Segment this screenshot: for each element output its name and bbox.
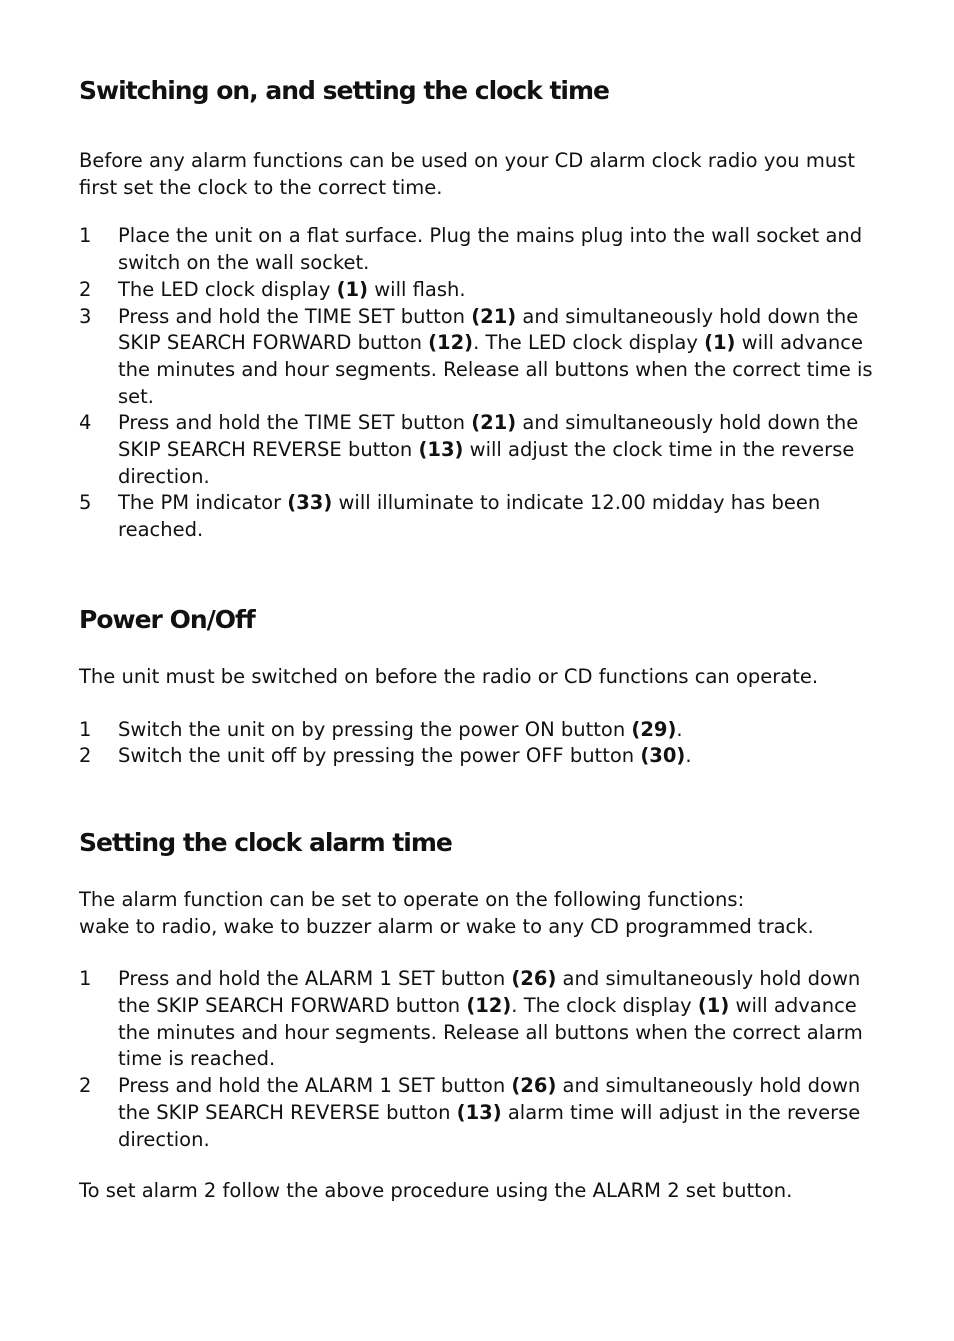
reference-number: (1) [336,277,368,301]
list-item [79,743,879,770]
section-title-power: Power On/Off [79,604,255,634]
list-item [79,410,879,490]
step-number: 2 [79,744,92,768]
step-text: will advance the minutes and hour segments. Release all buttons when the correct time is set. [118,331,873,408]
section-intro: Before any alarm functions can be used on your CD alarm clock radio you must first set the clock to the correct time. [79,149,856,199]
section-title-alarm-time: Setting the clock alarm time [79,827,452,857]
step-number: 2 [79,1074,92,1098]
list-item [79,966,879,1073]
list-item [79,304,879,411]
step-text: will illuminate to indicate 12.00 midday has been reached. [118,491,821,542]
step-text: will adjust the clock time in the reverse direction. [118,438,855,488]
reference-number: (33) [287,491,333,515]
step-text: and simultaneously hold down the SKIP SEARCH FORWARD button [118,967,861,1018]
step-text: . [685,744,692,768]
step-number: 3 [79,304,92,328]
step-text: and simultaneously hold down the SKIP SEARCH REVERSE button [118,1074,861,1124]
list-item [79,1073,879,1153]
step-text: . The LED clock display [473,331,705,355]
step-text: . The clock display [511,994,698,1018]
section-intro: The unit must be switched on before the radio or CD functions can operate. [79,664,819,688]
reference-number: (29) [631,717,677,741]
reference-number: (13) [418,438,464,462]
step-number: 2 [79,277,92,301]
step-text: Switch the unit off by pressing the power OFF button [118,744,641,768]
step-number: 1 [79,717,92,741]
manual-page [79,0,879,1205]
step-text: The LED clock display [118,277,337,301]
list-item [79,277,879,304]
reference-number: (30) [640,744,686,768]
step-text: . [676,717,683,741]
step-text: Press and hold the TIME SET button [118,304,472,328]
step-number: 5 [79,491,92,515]
step-text: Press and hold the ALARM 1 SET button [118,967,512,991]
intro-line: The alarm function can be set to operate on the following functions: [79,887,745,911]
reference-number: (12) [428,331,474,355]
step-text: Press and hold the ALARM 1 SET button [118,1074,512,1098]
step-text: will advance the minutes and hour segments. Release all buttons when the correct alarm time is reached. [118,994,863,1071]
reference-number: (13) [456,1100,502,1124]
section-outro: To set alarm 2 follow the above procedure using the ALARM 2 set button. [79,1179,793,1203]
step-text: Place the unit on a flat surface. Plug the mains plug into the wall socket and switch on the wall socket. [118,224,863,275]
step-text: Switch the unit on by pressing the power ON button [118,717,632,741]
list-item [79,490,879,543]
step-text: will flash. [368,277,466,301]
steps-list [79,717,879,770]
step-number: 1 [79,224,92,248]
steps-list [79,966,879,1153]
list-item [79,717,879,744]
reference-number: (26) [511,1074,557,1098]
steps-list [79,223,879,543]
reference-number: (1) [697,994,730,1018]
reference-number: (26) [511,967,557,991]
intro-line: wake to radio, wake to buzzer alarm or wake to any CD programmed track. [79,914,814,938]
section-intro [79,887,879,940]
reference-number: (21) [471,411,517,435]
section-title-clock-time: Switching on, and setting the clock time [79,76,609,105]
step-text: and simultaneously hold down the SKIP SEARCH FORWARD button [118,304,859,355]
list-item [79,223,879,276]
step-number: 1 [79,967,92,991]
step-number: 4 [79,411,92,435]
step-text: and simultaneously hold down the SKIP SEARCH REVERSE button [118,411,859,462]
step-text: The PM indicator [118,491,288,515]
step-text: alarm time will adjust in the reverse direction. [118,1100,861,1151]
step-text: Press and hold the TIME SET button [118,411,472,435]
reference-number: (12) [466,994,512,1018]
reference-number: (1) [704,331,736,355]
reference-number: (21) [471,304,517,328]
